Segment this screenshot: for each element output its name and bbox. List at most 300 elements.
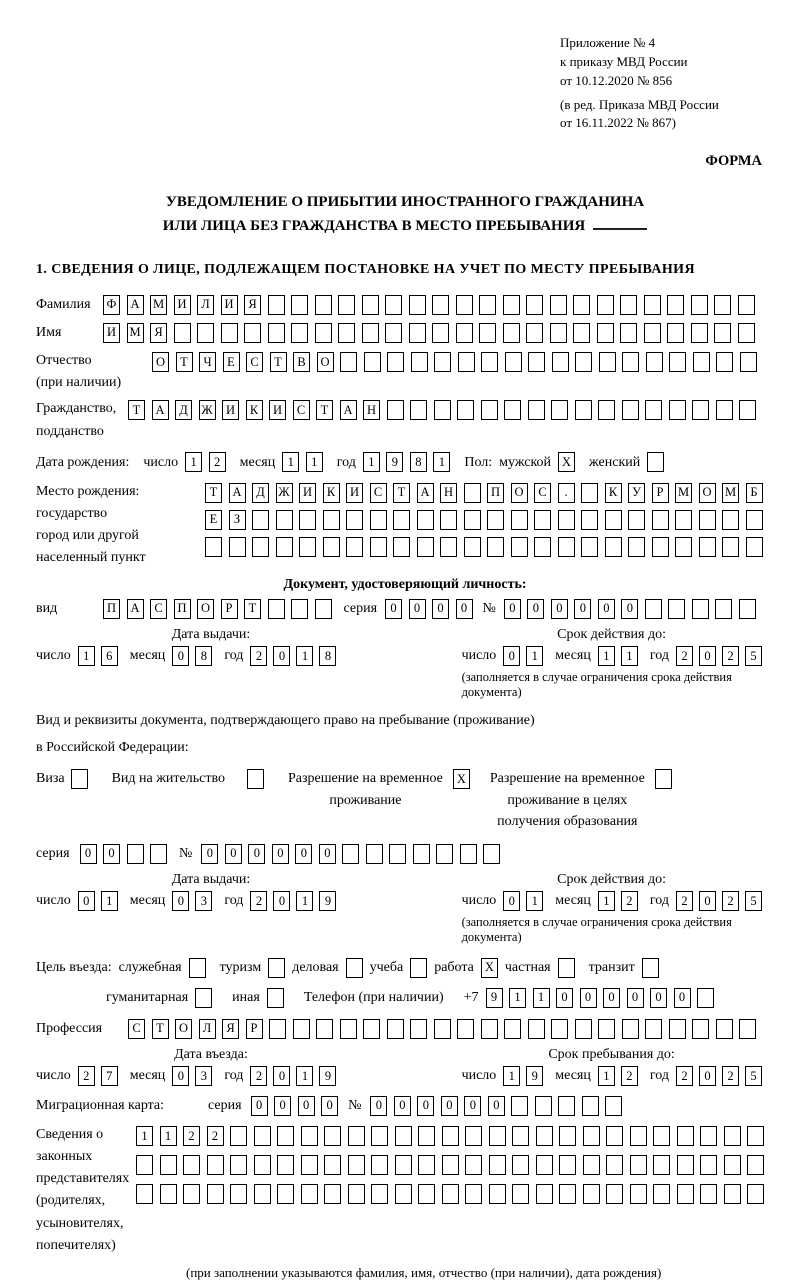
name-input[interactable] [103, 323, 755, 343]
char-cell[interactable]: 0 [650, 988, 667, 1008]
char-cell[interactable] [504, 1019, 521, 1039]
char-cell[interactable] [385, 295, 402, 315]
char-cell[interactable]: 0 [172, 646, 189, 666]
purpose-study-checkbox[interactable] [410, 958, 427, 978]
char-cell[interactable]: П [103, 599, 120, 619]
char-cell[interactable]: 1 [282, 452, 299, 472]
char-cell[interactable]: 7 [101, 1066, 118, 1086]
char-cell[interactable]: 2 [722, 1066, 739, 1086]
char-cell[interactable] [606, 1184, 623, 1204]
char-cell[interactable]: 1 [296, 646, 313, 666]
char-cell[interactable]: 5 [745, 646, 762, 666]
char-cell[interactable] [630, 1126, 647, 1146]
char-cell[interactable] [136, 1184, 153, 1204]
char-cell[interactable] [693, 352, 710, 372]
char-cell[interactable] [291, 295, 308, 315]
char-cell[interactable]: 9 [526, 1066, 543, 1086]
char-cell[interactable]: Т [152, 1019, 169, 1039]
char-cell[interactable] [387, 352, 404, 372]
char-cell[interactable] [669, 1019, 686, 1039]
sex-male-checkbox[interactable] [558, 452, 575, 472]
char-cell[interactable] [583, 1126, 600, 1146]
char-cell[interactable]: 2 [676, 891, 693, 911]
permit-valid-year-input[interactable] [676, 891, 762, 911]
char-cell[interactable]: Н [440, 483, 457, 503]
char-cell[interactable] [581, 483, 598, 503]
char-cell[interactable]: 9 [386, 452, 403, 472]
char-cell[interactable] [559, 1155, 576, 1175]
char-cell[interactable]: 5 [745, 891, 762, 911]
char-cell[interactable]: 1 [363, 452, 380, 472]
char-cell[interactable] [652, 537, 669, 557]
char-cell[interactable] [324, 1155, 341, 1175]
char-cell[interactable] [653, 1184, 670, 1204]
char-cell[interactable] [277, 1126, 294, 1146]
char-cell[interactable] [552, 352, 569, 372]
char-cell[interactable] [160, 1184, 177, 1204]
char-cell[interactable] [481, 400, 498, 420]
char-cell[interactable] [691, 323, 708, 343]
char-cell[interactable] [457, 1019, 474, 1039]
char-cell[interactable] [628, 510, 645, 530]
char-cell[interactable] [366, 844, 383, 864]
char-cell[interactable] [464, 483, 481, 503]
char-cell[interactable] [410, 400, 427, 420]
char-cell[interactable] [677, 1184, 694, 1204]
purpose-private-checkbox[interactable] [558, 958, 575, 978]
char-cell[interactable] [252, 537, 269, 557]
char-cell[interactable] [716, 400, 733, 420]
char-cell[interactable]: Н [363, 400, 380, 420]
char-cell[interactable] [598, 1019, 615, 1039]
char-cell[interactable]: 0 [488, 1096, 505, 1116]
char-cell[interactable] [503, 295, 520, 315]
char-cell[interactable]: 0 [580, 988, 597, 1008]
char-cell[interactable] [389, 844, 406, 864]
char-cell[interactable]: И [299, 483, 316, 503]
char-cell[interactable]: 1 [296, 891, 313, 911]
char-cell[interactable]: 0 [409, 599, 426, 619]
char-cell[interactable]: 0 [201, 844, 218, 864]
char-cell[interactable] [230, 1184, 247, 1204]
char-cell[interactable]: А [127, 295, 144, 315]
char-cell[interactable]: 2 [183, 1126, 200, 1146]
char-cell[interactable] [483, 844, 500, 864]
char-cell[interactable] [667, 295, 684, 315]
char-cell[interactable]: И [222, 400, 239, 420]
stay-month-input[interactable] [598, 1066, 638, 1086]
char-cell[interactable] [536, 1184, 553, 1204]
surname-input[interactable] [103, 295, 755, 315]
char-cell[interactable] [301, 1126, 318, 1146]
char-cell[interactable] [599, 352, 616, 372]
char-cell[interactable] [714, 323, 731, 343]
char-cell[interactable]: 1 [526, 646, 543, 666]
char-cell[interactable] [434, 1019, 451, 1039]
char-cell[interactable] [675, 510, 692, 530]
char-cell[interactable] [489, 1184, 506, 1204]
char-cell[interactable] [605, 1096, 622, 1116]
char-cell[interactable] [387, 400, 404, 420]
purpose-other-checkbox[interactable] [267, 988, 284, 1008]
char-cell[interactable] [559, 1126, 576, 1146]
char-cell[interactable]: 0 [432, 599, 449, 619]
char-cell[interactable] [267, 988, 284, 1008]
char-cell[interactable] [582, 1096, 599, 1116]
char-cell[interactable] [340, 1019, 357, 1039]
char-cell[interactable]: С [246, 352, 263, 372]
char-cell[interactable] [746, 510, 763, 530]
entry-month-input[interactable] [172, 1066, 212, 1086]
char-cell[interactable]: З [229, 510, 246, 530]
char-cell[interactable] [348, 1126, 365, 1146]
char-cell[interactable] [597, 295, 614, 315]
char-cell[interactable] [558, 1096, 575, 1116]
char-cell[interactable]: У [628, 483, 645, 503]
rep-input-row3[interactable] [136, 1184, 764, 1204]
char-cell[interactable]: А [340, 400, 357, 420]
char-cell[interactable]: 1 [526, 891, 543, 911]
char-cell[interactable] [512, 1184, 529, 1204]
char-cell[interactable]: 1 [503, 1066, 520, 1086]
char-cell[interactable] [575, 1019, 592, 1039]
char-cell[interactable]: X [481, 958, 498, 978]
char-cell[interactable] [385, 323, 402, 343]
char-cell[interactable] [511, 510, 528, 530]
char-cell[interactable]: К [323, 483, 340, 503]
char-cell[interactable]: А [229, 483, 246, 503]
char-cell[interactable] [371, 1155, 388, 1175]
char-cell[interactable]: А [152, 400, 169, 420]
char-cell[interactable] [252, 510, 269, 530]
char-cell[interactable] [346, 958, 363, 978]
char-cell[interactable]: Я [244, 295, 261, 315]
char-cell[interactable]: 2 [621, 1066, 638, 1086]
char-cell[interactable]: Т [244, 599, 261, 619]
char-cell[interactable] [505, 352, 522, 372]
char-cell[interactable] [323, 510, 340, 530]
char-cell[interactable] [526, 295, 543, 315]
char-cell[interactable] [229, 537, 246, 557]
char-cell[interactable] [348, 1184, 365, 1204]
char-cell[interactable]: Т [270, 352, 287, 372]
purpose-work-checkbox[interactable] [481, 958, 498, 978]
char-cell[interactable]: 0 [319, 844, 336, 864]
char-cell[interactable] [291, 599, 308, 619]
char-cell[interactable] [230, 1126, 247, 1146]
char-cell[interactable]: Я [150, 323, 167, 343]
char-cell[interactable]: 0 [274, 1096, 291, 1116]
char-cell[interactable]: Ж [276, 483, 293, 503]
char-cell[interactable]: 0 [603, 988, 620, 1008]
char-cell[interactable]: 0 [273, 1066, 290, 1086]
char-cell[interactable]: 1 [101, 891, 118, 911]
rep-input-row2[interactable] [136, 1155, 764, 1175]
char-cell[interactable] [605, 537, 622, 557]
char-cell[interactable] [432, 295, 449, 315]
char-cell[interactable] [479, 323, 496, 343]
char-cell[interactable]: Я [222, 1019, 239, 1039]
char-cell[interactable] [692, 599, 709, 619]
char-cell[interactable]: 0 [527, 599, 544, 619]
purpose-official-checkbox[interactable] [189, 958, 206, 978]
char-cell[interactable] [528, 352, 545, 372]
char-cell[interactable] [700, 1155, 717, 1175]
char-cell[interactable] [746, 537, 763, 557]
char-cell[interactable]: 0 [556, 988, 573, 1008]
char-cell[interactable]: 0 [272, 844, 289, 864]
char-cell[interactable] [669, 352, 686, 372]
char-cell[interactable]: Т [205, 483, 222, 503]
purpose-transit-checkbox[interactable] [642, 958, 659, 978]
char-cell[interactable]: 1 [185, 452, 202, 472]
char-cell[interactable] [747, 1184, 764, 1204]
char-cell[interactable] [668, 599, 685, 619]
char-cell[interactable] [677, 1126, 694, 1146]
char-cell[interactable]: Б [746, 483, 763, 503]
stay-day-input[interactable] [503, 1066, 543, 1086]
char-cell[interactable]: Р [652, 483, 669, 503]
char-cell[interactable] [645, 599, 662, 619]
char-cell[interactable]: Ф [103, 295, 120, 315]
char-cell[interactable]: 6 [101, 646, 118, 666]
permit-valid-day-input[interactable] [503, 891, 543, 911]
char-cell[interactable]: 0 [251, 1096, 268, 1116]
char-cell[interactable]: И [346, 483, 363, 503]
char-cell[interactable]: Ж [199, 400, 216, 420]
rep-input-row1[interactable] [136, 1126, 764, 1146]
char-cell[interactable] [434, 400, 451, 420]
char-cell[interactable]: 1 [433, 452, 450, 472]
char-cell[interactable]: 0 [551, 599, 568, 619]
char-cell[interactable] [127, 844, 144, 864]
birthplace-input-row3[interactable] [205, 537, 763, 557]
char-cell[interactable] [714, 295, 731, 315]
char-cell[interactable]: Д [175, 400, 192, 420]
char-cell[interactable]: Л [197, 295, 214, 315]
char-cell[interactable] [268, 599, 285, 619]
permit-issue-day-input[interactable] [78, 891, 118, 911]
birthplace-input-row2[interactable] [205, 510, 763, 530]
char-cell[interactable] [699, 510, 716, 530]
doc-number-input[interactable] [504, 599, 756, 619]
char-cell[interactable]: 1 [78, 646, 95, 666]
char-cell[interactable]: 0 [172, 891, 189, 911]
char-cell[interactable] [699, 537, 716, 557]
char-cell[interactable] [465, 1155, 482, 1175]
char-cell[interactable] [653, 1155, 670, 1175]
char-cell[interactable] [504, 400, 521, 420]
temp-edu-checkbox[interactable] [655, 769, 672, 789]
char-cell[interactable] [512, 1126, 529, 1146]
char-cell[interactable]: 0 [273, 891, 290, 911]
char-cell[interactable] [460, 844, 477, 864]
char-cell[interactable]: 0 [464, 1096, 481, 1116]
char-cell[interactable] [183, 1155, 200, 1175]
char-cell[interactable] [324, 1184, 341, 1204]
char-cell[interactable]: 0 [321, 1096, 338, 1116]
char-cell[interactable] [338, 323, 355, 343]
char-cell[interactable] [346, 537, 363, 557]
permit-number-input[interactable] [201, 844, 500, 864]
char-cell[interactable]: П [174, 599, 191, 619]
char-cell[interactable] [195, 988, 212, 1008]
char-cell[interactable] [348, 1155, 365, 1175]
birth-day-input[interactable] [185, 452, 226, 472]
char-cell[interactable] [189, 958, 206, 978]
char-cell[interactable] [410, 958, 427, 978]
char-cell[interactable] [393, 510, 410, 530]
char-cell[interactable]: 2 [621, 891, 638, 911]
char-cell[interactable] [363, 1019, 380, 1039]
char-cell[interactable] [716, 352, 733, 372]
char-cell[interactable]: 0 [78, 891, 95, 911]
char-cell[interactable] [700, 1184, 717, 1204]
sex-female-checkbox[interactable] [647, 452, 664, 472]
char-cell[interactable]: И [221, 295, 238, 315]
char-cell[interactable]: 2 [207, 1126, 224, 1146]
char-cell[interactable] [299, 510, 316, 530]
char-cell[interactable] [409, 295, 426, 315]
char-cell[interactable]: 0 [699, 646, 716, 666]
char-cell[interactable]: Т [128, 400, 145, 420]
char-cell[interactable]: 0 [504, 599, 521, 619]
char-cell[interactable] [575, 400, 592, 420]
char-cell[interactable] [293, 1019, 310, 1039]
char-cell[interactable] [464, 537, 481, 557]
char-cell[interactable] [573, 323, 590, 343]
char-cell[interactable] [534, 537, 551, 557]
char-cell[interactable] [646, 352, 663, 372]
char-cell[interactable]: 0 [699, 1066, 716, 1086]
char-cell[interactable] [340, 352, 357, 372]
patronymic-input[interactable] [152, 352, 757, 372]
char-cell[interactable] [207, 1155, 224, 1175]
char-cell[interactable] [583, 1184, 600, 1204]
char-cell[interactable]: 1 [136, 1126, 153, 1146]
char-cell[interactable]: 0 [298, 1096, 315, 1116]
char-cell[interactable]: 2 [676, 1066, 693, 1086]
char-cell[interactable] [183, 1184, 200, 1204]
char-cell[interactable]: И [269, 400, 286, 420]
char-cell[interactable] [395, 1184, 412, 1204]
char-cell[interactable] [197, 323, 214, 343]
char-cell[interactable] [652, 510, 669, 530]
permit-issue-month-input[interactable] [172, 891, 212, 911]
char-cell[interactable] [697, 988, 714, 1008]
char-cell[interactable] [558, 958, 575, 978]
char-cell[interactable]: А [127, 599, 144, 619]
char-cell[interactable] [740, 352, 757, 372]
char-cell[interactable] [536, 1126, 553, 1146]
char-cell[interactable] [669, 400, 686, 420]
char-cell[interactable]: X [453, 769, 470, 789]
char-cell[interactable] [739, 400, 756, 420]
char-cell[interactable] [301, 1155, 318, 1175]
char-cell[interactable] [418, 1155, 435, 1175]
char-cell[interactable] [724, 1126, 741, 1146]
char-cell[interactable] [738, 295, 755, 315]
char-cell[interactable]: 1 [598, 891, 615, 911]
char-cell[interactable]: К [246, 400, 263, 420]
char-cell[interactable]: 8 [195, 646, 212, 666]
char-cell[interactable] [481, 352, 498, 372]
char-cell[interactable]: 0 [80, 844, 97, 864]
char-cell[interactable] [575, 352, 592, 372]
char-cell[interactable] [667, 323, 684, 343]
char-cell[interactable]: С [150, 599, 167, 619]
char-cell[interactable] [551, 1019, 568, 1039]
char-cell[interactable] [747, 1155, 764, 1175]
char-cell[interactable] [597, 323, 614, 343]
char-cell[interactable]: 9 [319, 891, 336, 911]
char-cell[interactable] [655, 769, 672, 789]
char-cell[interactable] [315, 599, 332, 619]
char-cell[interactable] [316, 1019, 333, 1039]
char-cell[interactable]: 3 [195, 1066, 212, 1086]
stay-year-input[interactable] [676, 1066, 762, 1086]
char-cell[interactable] [722, 537, 739, 557]
char-cell[interactable]: Т [316, 400, 333, 420]
char-cell[interactable] [299, 537, 316, 557]
char-cell[interactable] [413, 844, 430, 864]
char-cell[interactable] [254, 1155, 271, 1175]
char-cell[interactable]: 1 [509, 988, 526, 1008]
char-cell[interactable] [458, 352, 475, 372]
char-cell[interactable] [371, 1126, 388, 1146]
char-cell[interactable]: 5 [745, 1066, 762, 1086]
char-cell[interactable] [606, 1155, 623, 1175]
char-cell[interactable] [481, 1019, 498, 1039]
char-cell[interactable] [653, 1126, 670, 1146]
entry-day-input[interactable] [78, 1066, 118, 1086]
char-cell[interactable]: И [103, 323, 120, 343]
char-cell[interactable] [526, 323, 543, 343]
purpose-tourism-checkbox[interactable] [268, 958, 285, 978]
char-cell[interactable] [323, 537, 340, 557]
purpose-business-checkbox[interactable] [346, 958, 363, 978]
char-cell[interactable] [410, 1019, 427, 1039]
char-cell[interactable] [456, 295, 473, 315]
char-cell[interactable] [301, 1184, 318, 1204]
doc-valid-month-input[interactable] [598, 646, 638, 666]
char-cell[interactable] [395, 1126, 412, 1146]
char-cell[interactable] [440, 537, 457, 557]
char-cell[interactable] [136, 1155, 153, 1175]
char-cell[interactable]: С [370, 483, 387, 503]
char-cell[interactable]: X [558, 452, 575, 472]
purpose-humanitarian-checkbox[interactable] [195, 988, 212, 1008]
char-cell[interactable]: А [417, 483, 434, 503]
char-cell[interactable]: 0 [225, 844, 242, 864]
char-cell[interactable] [160, 1155, 177, 1175]
char-cell[interactable] [503, 323, 520, 343]
char-cell[interactable]: С [534, 483, 551, 503]
char-cell[interactable] [644, 295, 661, 315]
char-cell[interactable]: . [558, 483, 575, 503]
char-cell[interactable] [739, 1019, 756, 1039]
char-cell[interactable] [716, 1019, 733, 1039]
char-cell[interactable] [551, 400, 568, 420]
char-cell[interactable] [254, 1184, 271, 1204]
char-cell[interactable] [207, 1184, 224, 1204]
char-cell[interactable] [338, 295, 355, 315]
char-cell[interactable]: 0 [394, 1096, 411, 1116]
char-cell[interactable]: 1 [598, 646, 615, 666]
char-cell[interactable] [465, 1184, 482, 1204]
char-cell[interactable] [387, 1019, 404, 1039]
char-cell[interactable] [747, 1126, 764, 1146]
